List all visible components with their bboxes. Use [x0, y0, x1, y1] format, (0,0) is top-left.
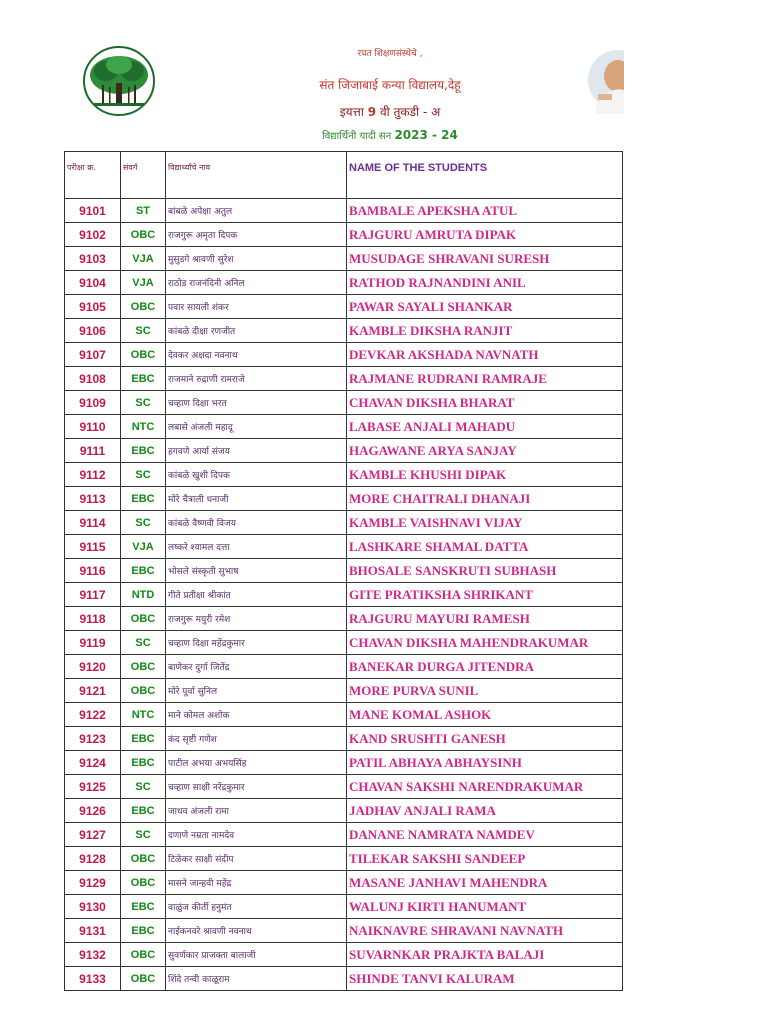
- table-row: [65, 631, 623, 655]
- exam-number-cell: 9128: [65, 847, 121, 871]
- english-name-cell: RAJMANE RUDRANI RAMRAJE: [347, 367, 623, 391]
- exam-number-cell: 9111: [65, 439, 121, 463]
- english-name-cell: MUSUDAGE SHRAVANI SURESH: [347, 247, 623, 271]
- marathi-name-cell: टिळेकर साक्षी संदीप: [166, 847, 347, 871]
- english-name-cell: CHAVAN DIKSHA BHARAT: [347, 391, 623, 415]
- class-prefix: इयत्ता: [339, 105, 364, 119]
- category-cell: OBC: [121, 343, 166, 367]
- marathi-name-cell: माने कोमल अशोक: [166, 703, 347, 727]
- english-name-cell: GITE PRATIKSHA SHRIKANT: [347, 583, 623, 607]
- exam-number-cell: 9108: [65, 367, 121, 391]
- exam-number-cell: 9115: [65, 535, 121, 559]
- category-cell: SC: [121, 391, 166, 415]
- english-name-cell: PAWAR SAYALI SHANKAR: [347, 295, 623, 319]
- class-title: [150, 103, 630, 120]
- class-number: 9: [367, 105, 377, 119]
- table-row: [65, 799, 623, 823]
- english-name-cell: CHAVAN SAKSHI NARENDRAKUMAR: [347, 775, 623, 799]
- category-cell: OBC: [121, 871, 166, 895]
- table-row: [65, 655, 623, 679]
- marathi-name-cell: वाळुंज कीर्ती हनुमंत: [166, 895, 347, 919]
- academic-year: 2023 - 24: [394, 128, 458, 142]
- exam-number-cell: 9122: [65, 703, 121, 727]
- exam-number-cell: 9109: [65, 391, 121, 415]
- table-row: [65, 415, 623, 439]
- marathi-name-cell: राजगुरू अमृता दिपक: [166, 223, 347, 247]
- exam-number-cell: 9119: [65, 631, 121, 655]
- table-row: [65, 679, 623, 703]
- category-cell: EBC: [121, 559, 166, 583]
- school-name: संत जिजाबाई कन्या विद्यालय,देहू: [319, 78, 461, 92]
- marathi-name-cell: पवार सायली शंकर: [166, 295, 347, 319]
- english-name-cell: JADHAV ANJALI RAMA: [347, 799, 623, 823]
- table-row: [65, 607, 623, 631]
- col-header-english-name: NAME OF THE STUDENTS: [347, 152, 623, 199]
- table-row: [65, 943, 623, 967]
- exam-number-cell: 9120: [65, 655, 121, 679]
- col-header-category: संवर्ग: [121, 152, 166, 199]
- list-title: [150, 128, 630, 142]
- english-name-cell: MORE CHAITRALI DHANAJI: [347, 487, 623, 511]
- marathi-name-cell: लबासे अंजली महादू: [166, 415, 347, 439]
- english-name-cell: KAMBLE KHUSHI DIPAK: [347, 463, 623, 487]
- exam-number-cell: 9110: [65, 415, 121, 439]
- exam-number-cell: 9132: [65, 943, 121, 967]
- table-row: [65, 343, 623, 367]
- category-cell: SC: [121, 319, 166, 343]
- exam-number-cell: 9129: [65, 871, 121, 895]
- table-row: [65, 967, 623, 991]
- category-cell: SC: [121, 775, 166, 799]
- exam-number-cell: 9102: [65, 223, 121, 247]
- marathi-name-cell: हगवणे आर्या संजय: [166, 439, 347, 463]
- table-row: [65, 295, 623, 319]
- table-row: [65, 511, 623, 535]
- col-header-marathi-name: विद्यार्थ्यांचे नाव: [166, 152, 347, 199]
- marathi-name-cell: मोरे चैत्राली धनाजी: [166, 487, 347, 511]
- table-row: [65, 247, 623, 271]
- marathi-name-cell: राजगुरू मयुरी रमेश: [166, 607, 347, 631]
- table-row: [65, 583, 623, 607]
- table-row: [65, 223, 623, 247]
- table-header-row: [65, 152, 623, 199]
- marathi-name-cell: कांबळे खुशी दिपक: [166, 463, 347, 487]
- category-cell: NTD: [121, 583, 166, 607]
- table-row: [65, 271, 623, 295]
- category-cell: OBC: [121, 295, 166, 319]
- category-cell: OBC: [121, 943, 166, 967]
- exam-number-cell: 9125: [65, 775, 121, 799]
- marathi-name-cell: लष्करे श्यामल दत्ता: [166, 535, 347, 559]
- english-name-cell: LABASE ANJALI MAHADU: [347, 415, 623, 439]
- english-name-cell: KAMBLE DIKSHA RANJIT: [347, 319, 623, 343]
- marathi-name-cell: बाणेकर दुर्गा जितेंद्र: [166, 655, 347, 679]
- category-cell: VJA: [121, 271, 166, 295]
- exam-number-cell: 9106: [65, 319, 121, 343]
- exam-number-cell: 9105: [65, 295, 121, 319]
- exam-number-cell: 9104: [65, 271, 121, 295]
- category-cell: EBC: [121, 799, 166, 823]
- category-cell: EBC: [121, 751, 166, 775]
- category-cell: SC: [121, 631, 166, 655]
- exam-number-cell: 9116: [65, 559, 121, 583]
- english-name-cell: RATHOD RAJNANDINI ANIL: [347, 271, 623, 295]
- category-cell: EBC: [121, 919, 166, 943]
- col-header-exam-no: परीक्षा क्र.: [65, 152, 121, 199]
- student-list-table: [64, 151, 623, 991]
- trust-name: रयत शिक्षणसंस्थेचे ,: [357, 49, 423, 59]
- table-row: [65, 199, 623, 223]
- table-row: [65, 727, 623, 751]
- category-cell: VJA: [121, 535, 166, 559]
- english-name-cell: LASHKARE SHAMAL DATTA: [347, 535, 623, 559]
- category-cell: SC: [121, 511, 166, 535]
- marathi-name-cell: चव्हाण दिक्षा महेंद्रकुमार: [166, 631, 347, 655]
- table-row: [65, 751, 623, 775]
- english-name-cell: CHAVAN DIKSHA MAHENDRAKUMAR: [347, 631, 623, 655]
- english-name-cell: SUVARNKAR PRAJKTA BALAJI: [347, 943, 623, 967]
- exam-number-cell: 9113: [65, 487, 121, 511]
- table-row: [65, 871, 623, 895]
- exam-number-cell: 9131: [65, 919, 121, 943]
- exam-number-cell: 9133: [65, 967, 121, 991]
- marathi-name-cell: दणाणे नम्रता नामदेव: [166, 823, 347, 847]
- exam-number-cell: 9117: [65, 583, 121, 607]
- english-name-cell: KAMBLE VAISHNAVI VIJAY: [347, 511, 623, 535]
- marathi-name-cell: मासने जान्हवी महेंद्र: [166, 871, 347, 895]
- table-row: [65, 535, 623, 559]
- banyan-tree-logo: [82, 45, 156, 117]
- category-cell: OBC: [121, 655, 166, 679]
- english-name-cell: MORE PURVA SUNIL: [347, 679, 623, 703]
- english-name-cell: PATIL ABHAYA ABHAYSINH: [347, 751, 623, 775]
- marathi-name-cell: शिंदे तन्वी काळूराम: [166, 967, 347, 991]
- table-row: [65, 487, 623, 511]
- exam-number-cell: 9103: [65, 247, 121, 271]
- category-cell: NTC: [121, 703, 166, 727]
- exam-number-cell: 9130: [65, 895, 121, 919]
- marathi-name-cell: कांबळे दीक्षा रणजीत: [166, 319, 347, 343]
- marathi-name-cell: गीते प्रतीक्षा श्रीकांत: [166, 583, 347, 607]
- english-name-cell: DEVKAR AKSHADA NAVNATH: [347, 343, 623, 367]
- category-cell: EBC: [121, 367, 166, 391]
- exam-number-cell: 9124: [65, 751, 121, 775]
- table-row: [65, 367, 623, 391]
- exam-number-cell: 9101: [65, 199, 121, 223]
- category-cell: NTC: [121, 415, 166, 439]
- marathi-name-cell: मुसुडगे श्रावणी सुरेश: [166, 247, 347, 271]
- category-cell: EBC: [121, 727, 166, 751]
- marathi-name-cell: भोसले संस्कृती सुभाष: [166, 559, 347, 583]
- category-cell: OBC: [121, 967, 166, 991]
- category-cell: OBC: [121, 847, 166, 871]
- marathi-name-cell: देवकर अक्षदा नवनाथ: [166, 343, 347, 367]
- category-cell: OBC: [121, 607, 166, 631]
- english-name-cell: BAMBALE APEKSHA ATUL: [347, 199, 623, 223]
- marathi-name-cell: पाटील अभया अभयसिंह: [166, 751, 347, 775]
- category-cell: EBC: [121, 895, 166, 919]
- table-row: [65, 919, 623, 943]
- english-name-cell: BHOSALE SANSKRUTI SUBHASH: [347, 559, 623, 583]
- english-name-cell: RAJGURU MAYURI RAMESH: [347, 607, 623, 631]
- marathi-name-cell: राठोड राजनंदिनी अनिल: [166, 271, 347, 295]
- exam-number-cell: 9126: [65, 799, 121, 823]
- marathi-name-cell: चव्हाण साक्षी नरेंद्रकुमार: [166, 775, 347, 799]
- english-name-cell: BANEKAR DURGA JITENDRA: [347, 655, 623, 679]
- table-row: [65, 847, 623, 871]
- table-row: [65, 463, 623, 487]
- marathi-name-cell: चव्हाण दिक्षा भरत: [166, 391, 347, 415]
- marathi-name-cell: कंद सृष्टी गणेश: [166, 727, 347, 751]
- marathi-name-cell: सुवर्णकार प्राजक्ता बालाजी: [166, 943, 347, 967]
- english-name-cell: MASANE JANHAVI MAHENDRA: [347, 871, 623, 895]
- category-cell: OBC: [121, 223, 166, 247]
- table-row: [65, 703, 623, 727]
- category-cell: SC: [121, 823, 166, 847]
- list-label: विद्यार्थिनी यादी सन: [322, 131, 392, 142]
- marathi-name-cell: बांबळे अपेक्षा अतुल: [166, 199, 347, 223]
- table-row: [65, 319, 623, 343]
- exam-number-cell: 9114: [65, 511, 121, 535]
- category-cell: VJA: [121, 247, 166, 271]
- english-name-cell: NAIKNAVRE SHRAVANI NAVNATH: [347, 919, 623, 943]
- exam-number-cell: 9107: [65, 343, 121, 367]
- exam-number-cell: 9123: [65, 727, 121, 751]
- category-cell: OBC: [121, 679, 166, 703]
- marathi-name-cell: कांबळे वैष्णवी विजय: [166, 511, 347, 535]
- english-name-cell: TILEKAR SAKSHI SANDEEP: [347, 847, 623, 871]
- category-cell: ST: [121, 199, 166, 223]
- english-name-cell: KAND SRUSHTI GANESH: [347, 727, 623, 751]
- table-row: [65, 439, 623, 463]
- exam-number-cell: 9127: [65, 823, 121, 847]
- category-cell: EBC: [121, 439, 166, 463]
- exam-number-cell: 9121: [65, 679, 121, 703]
- table-row: [65, 823, 623, 847]
- table-row: [65, 775, 623, 799]
- english-name-cell: HAGAWANE ARYA SANJAY: [347, 439, 623, 463]
- marathi-name-cell: राजमाने रुद्राणी रामराजे: [166, 367, 347, 391]
- class-suffix: वी तुकडी - अ: [379, 105, 441, 119]
- marathi-name-cell: नाईकनवरे श्रावणी नवनाथ: [166, 919, 347, 943]
- english-name-cell: RAJGURU AMRUTA DIPAK: [347, 223, 623, 247]
- category-cell: SC: [121, 463, 166, 487]
- category-cell: EBC: [121, 487, 166, 511]
- english-name-cell: WALUNJ KIRTI HANUMANT: [347, 895, 623, 919]
- english-name-cell: DANANE NAMRATA NAMDEV: [347, 823, 623, 847]
- english-name-cell: MANE KOMAL ASHOK: [347, 703, 623, 727]
- marathi-name-cell: जाधव अंजली रामा: [166, 799, 347, 823]
- marathi-name-cell: मोरे पूर्वा सुनिल: [166, 679, 347, 703]
- exam-number-cell: 9118: [65, 607, 121, 631]
- english-name-cell: SHINDE TANVI KALURAM: [347, 967, 623, 991]
- table-row: [65, 391, 623, 415]
- table-row: [65, 559, 623, 583]
- exam-number-cell: 9112: [65, 463, 121, 487]
- table-row: [65, 895, 623, 919]
